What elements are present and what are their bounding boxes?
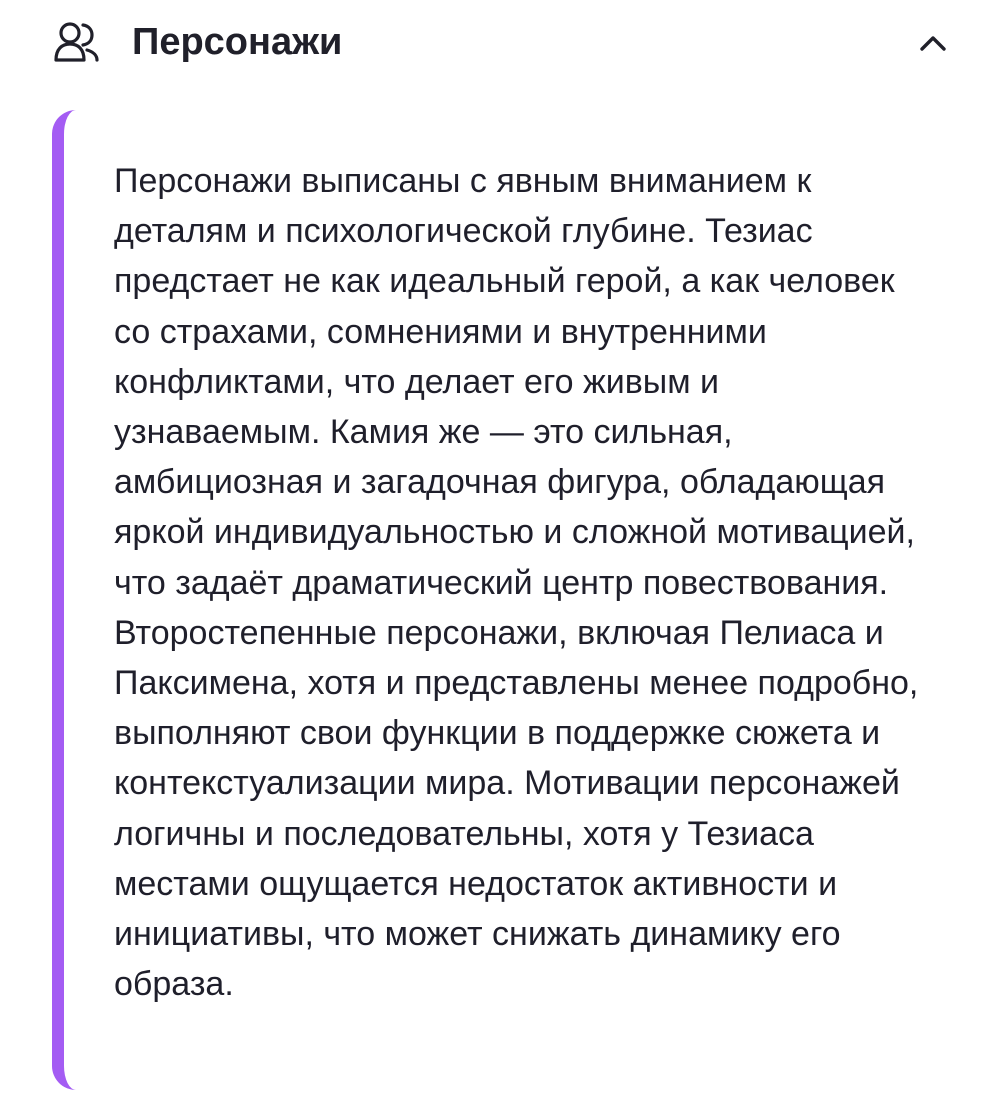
characters-content-card <box>52 110 952 1090</box>
characters-description: Персонажи выписаны с явным вниманием к деталям и психологической глубине. Тезиас предстает не как идеальный герой, а как человек со страхами, сомнениями и внутренними конфликтами, что делает его живым и узнаваемым. Камия же — это сильная, амбициозная и загадочная фигура, обладающая яркой индивидуальностью и сложной мотивацией, что задаёт драматический центр повествования. Второстепенные персонажи, включая Пелиаса и Паксимена, хотя и представлены менее подробно, выполняют свои функции в поддержке сюжета и контекстуализации мира. Мотивации персонажей логичны и последовательны, хотя у Тезиаса местами ощущается недостаток активности и инициативы, что может снижать динамику его образа. <box>114 162 919 1004</box>
section-title: Персонажи <box>132 21 343 63</box>
chevron-up-icon <box>919 34 947 52</box>
collapse-toggle-button[interactable] <box>910 22 956 64</box>
section-header[interactable] <box>0 0 994 86</box>
users-icon <box>52 18 102 66</box>
